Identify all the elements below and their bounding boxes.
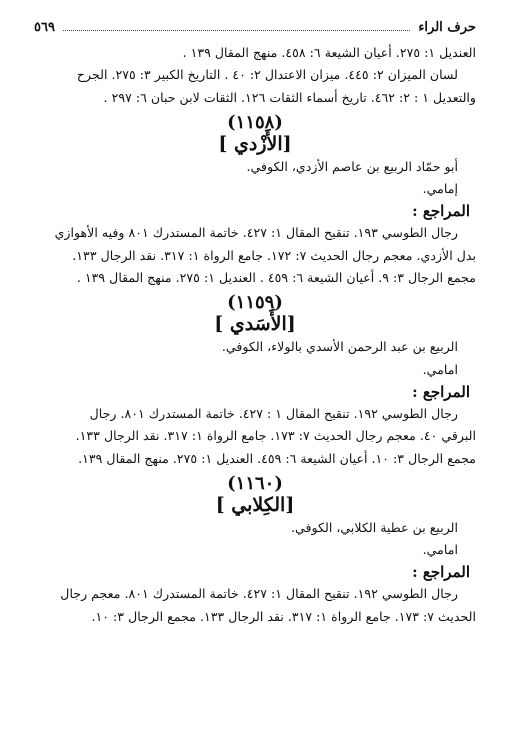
continuation-line: لسان الميزان ٢: ٤٤٥. ميزان الاعتدال ٢: ٤٠ . التاريخ الكبير ٣: ٢٧٥. الجرح [76, 67, 458, 83]
reference-line: الحديث ٧: ١٧٣. جامع الرواة ١: ٣١٧. نقد الرجال ١٣٣. مجمع الرجال ٣: ١٠. [91, 608, 476, 624]
entry-number: (١١٦٠) [227, 472, 283, 494]
continuation-block [34, 42, 476, 109]
entry-status: امامي. [422, 361, 458, 377]
references-label: المراجع : [412, 382, 470, 401]
entry-number: (١١٥٨) [227, 111, 283, 133]
header-dotted-rule [63, 21, 410, 31]
entry-name: الربيع بن عطية الكلابي، الكوفي. [291, 519, 458, 535]
reference-line: مجمع الرجال ٣: ٩. أعيان الشيعة ٦: ٤٥٩ . العنديل ١: ٢٧٥. منهج المقال ١٣٩ . [76, 270, 476, 286]
running-title: حرف الراء [418, 20, 476, 35]
entry-name: أبو حمّاد الربيع بن عاصم الأزدي، الكوفي. [246, 158, 458, 174]
reference-line: مجمع الرجال ٣: ١٠. أعيان الشيعة ٦: ٤٥٩. العنديل ١: ٢٧٥. منهج المقال ١٣٩. [78, 450, 476, 466]
entry-title: [الأَسَدي ] [214, 313, 296, 336]
reference-line: رجال الطوسي ١٩٣. تنقيح المقال ١: ٤٢٧. خاتمة المستدرك ٨٠١ وفيه الأهوازي [54, 225, 458, 241]
reference-line: رجال الطوسي ١٩٢. تنقيح المقال ١ : ٤٢٧. خاتمة المستدرك ٨٠١. رجال [89, 405, 458, 421]
entry [34, 473, 476, 628]
entry-status: امامي. [422, 542, 458, 558]
page-number: ٥٦٩ [34, 20, 55, 35]
entry-status: إمامي. [422, 181, 458, 197]
entry-number: (١١٥٩) [227, 292, 283, 314]
entry [34, 292, 476, 469]
reference-line: رجال الطوسي ١٩٢. تنقيح المقال ١: ٤٢٧. خاتمة المستدرك ٨٠١. معجم رجال [60, 586, 458, 602]
reference-line: البرقي ٤٠. معجم رجال الحديث ٧: ١٧٣. جامع الرواة ١: ٣١٧. نقد الرجال ١٣٣. [75, 428, 476, 444]
page-header [34, 20, 476, 42]
entry-title: [الأَزْدي ] [218, 132, 292, 155]
references-label: المراجع : [412, 563, 470, 582]
reference-line: بدل الأزدي. معجم رجال الحديث ٧: ١٧٢. جامع الرواة ١: ٣١٧. نقد الرجال ١٣٣. [72, 247, 476, 263]
entry-name: الربيع بن عبد الرحمن الأسدي بالولاء، الكوفي. [221, 339, 458, 355]
entry-title: [الكِلابي ] [215, 493, 295, 516]
continuation-line: والتعديل ١ : ٢: ٤٦٢. تاريخ أسماء الثقات ١٢٦. الثقات لابن حبان ٦: ٢٩٧ . [103, 89, 476, 105]
continuation-line: العنديل ١: ٢٧٥. أعيان الشيعة ٦: ٤٥٨. منهج المقال ١٣٩ . [182, 45, 476, 60]
entry [34, 112, 476, 289]
references-label: المراجع : [412, 202, 470, 221]
